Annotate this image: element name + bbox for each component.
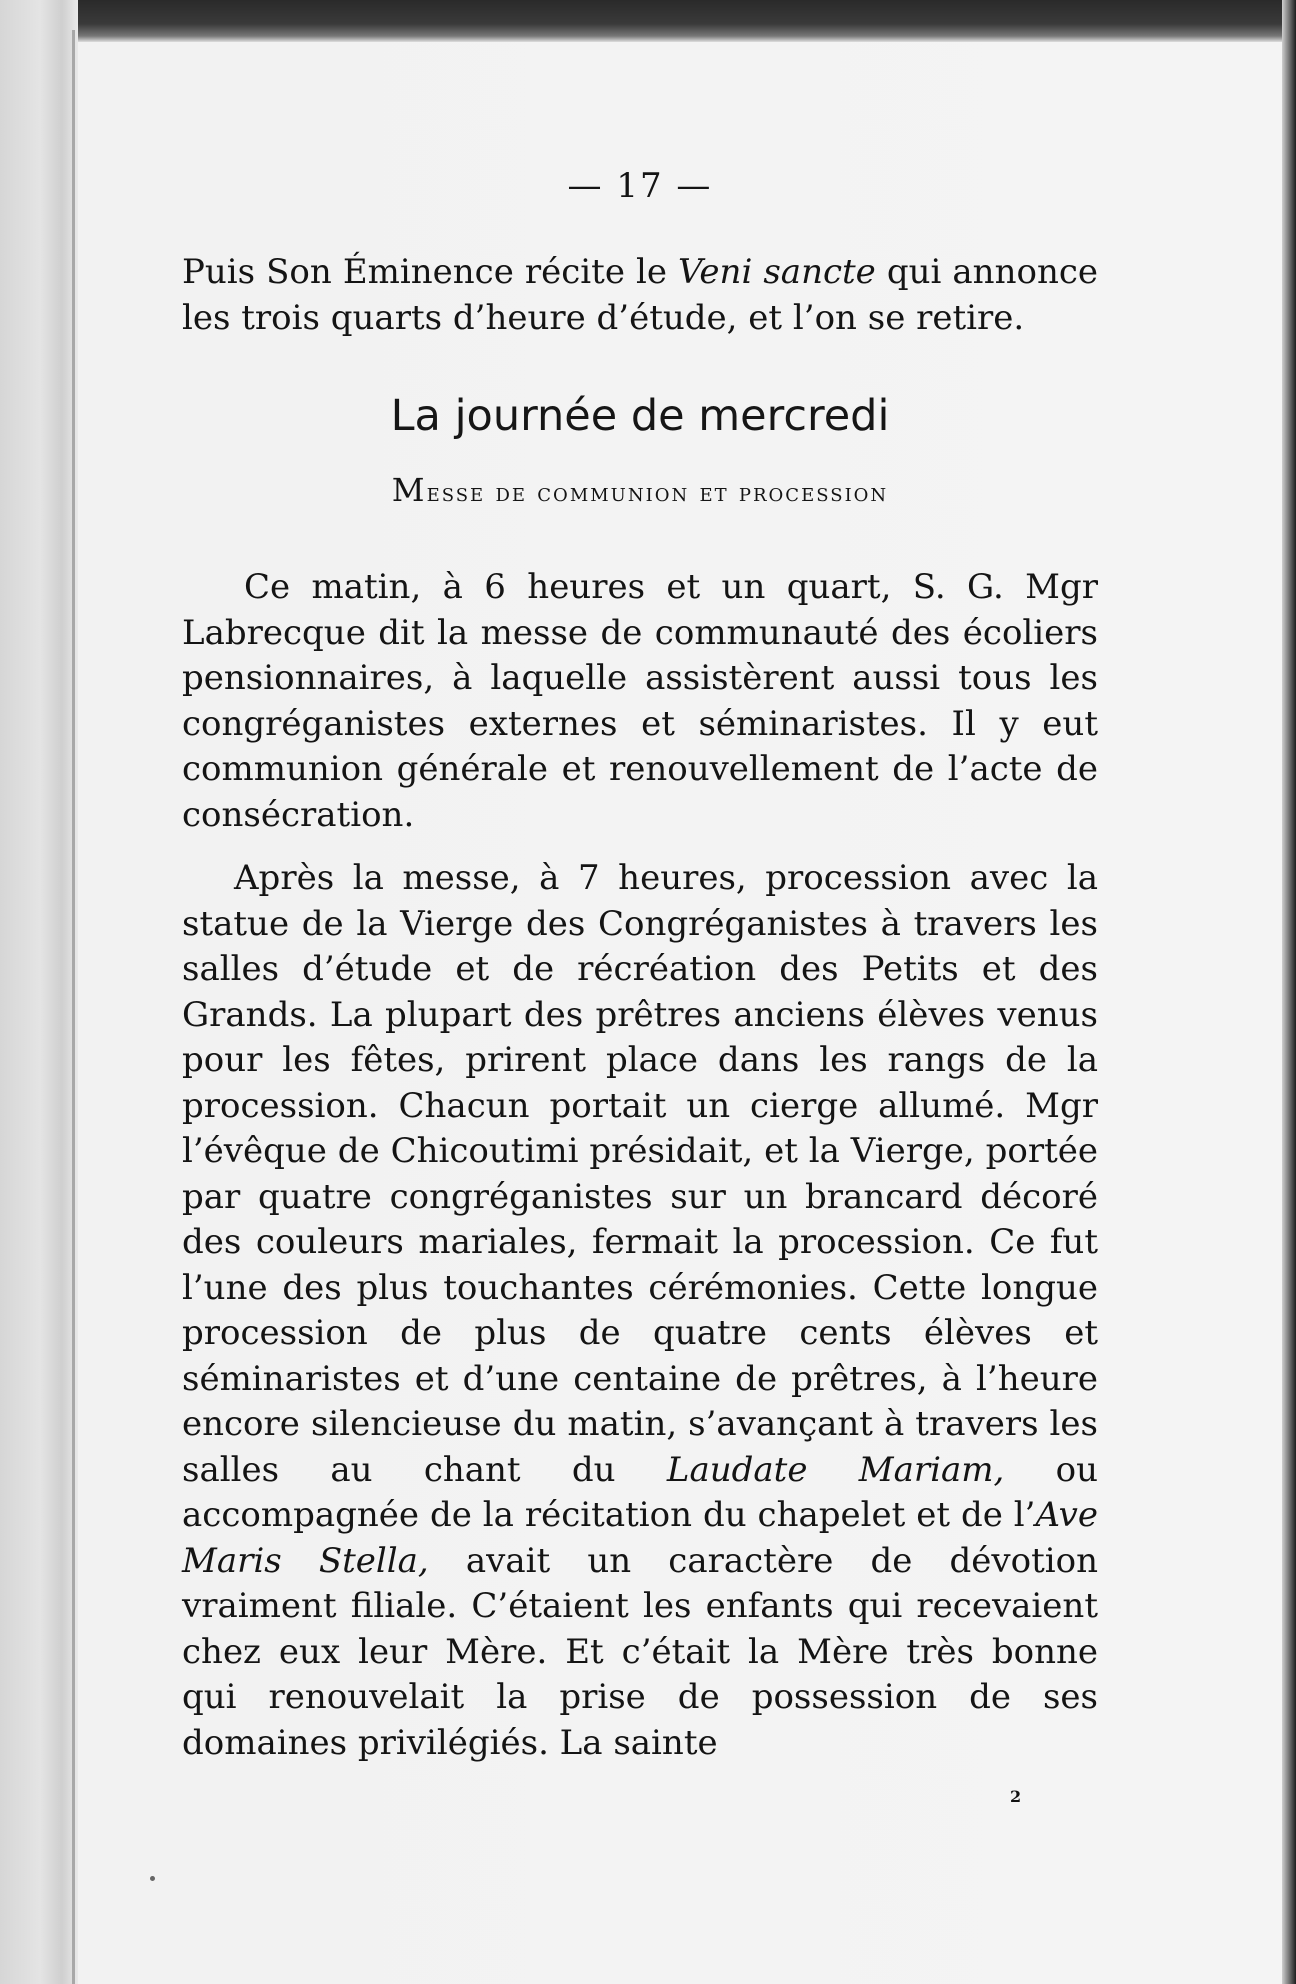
scan-speck — [150, 1876, 155, 1881]
section-title: La journée de mercredi — [390, 391, 890, 441]
intro-italic-veni-sancte: Veni sancte — [678, 252, 876, 292]
procession-text-3: avait un caractère de dévotion vraiment filiale. C’étaient les enfants qui recevaient chez eux leur Mère. Et c’était la Mère très bonne qui renouvelait la prise de possession de ses domaines privilégiés. La sainte — [182, 1540, 1099, 1763]
procession-text-1: Après la messe, à 7 heures, procession avec la statue de la Vierge des Congréganistes à travers les salles d’étude et de récréation des Petits et des Grands. La plupart des prêtres anciens élèves venus pour les fêtes, prirent place dans les rangs de la procession. Chacun portait un cierge allumé. Mgr l’évêque de Chicoutimi présidait, et la Vierge, portée par quatre congréganistes sur un brancard décoré des couleurs mariales, fermait la procession. Ce fut l’une des plus touchantes cérémonies. Cette longue procession de plus de quatre cents élèves et séminaristes et d’une centaine de prêtres, à l’heure encore silencieuse du matin, s’avançant à travers les salles au chant du — [182, 858, 1098, 1490]
intro-text-2: qui annonce les trois quarts d’heure d’étude, et l’on se retire. — [182, 252, 1099, 338]
intro-text-1: Puis Son Éminence récite le — [182, 252, 678, 292]
procession-italic-ave-maris: Ave Maris Stella, — [182, 1495, 1098, 1581]
procession-italic-laudate: Laudate Mariam, — [666, 1449, 1005, 1490]
paragraph-gap — [182, 838, 1098, 856]
section-subtitle — [182, 471, 1098, 509]
book-binding — [0, 0, 78, 1984]
subtitle-rest: esse de communion et procession — [426, 478, 889, 508]
page-number: — 17 — — [567, 166, 713, 206]
scan-top-edge — [0, 0, 1296, 42]
scan-right-edge — [1282, 0, 1296, 1984]
page-body — [182, 140, 1098, 1766]
signature-mark: 2 — [1010, 1787, 1022, 1806]
intro-paragraph — [182, 250, 1098, 341]
paragraph-mass: Ce matin, à 6 heures et un quart, S. G. Mgr Labrecque dit la messe de communauté des écoliers pensionnaires, à laquelle assistèrent aussi tous les congréganistes externes et séminaristes. Il y eut communion générale et renouvellement de l’acte de consécration. — [182, 567, 1098, 835]
procession-text-2: ou accompagnée de la récitation du chapelet et de l’ — [182, 1449, 1098, 1535]
paragraph-procession — [182, 856, 1098, 1766]
subtitle-initial: M — [391, 471, 427, 509]
